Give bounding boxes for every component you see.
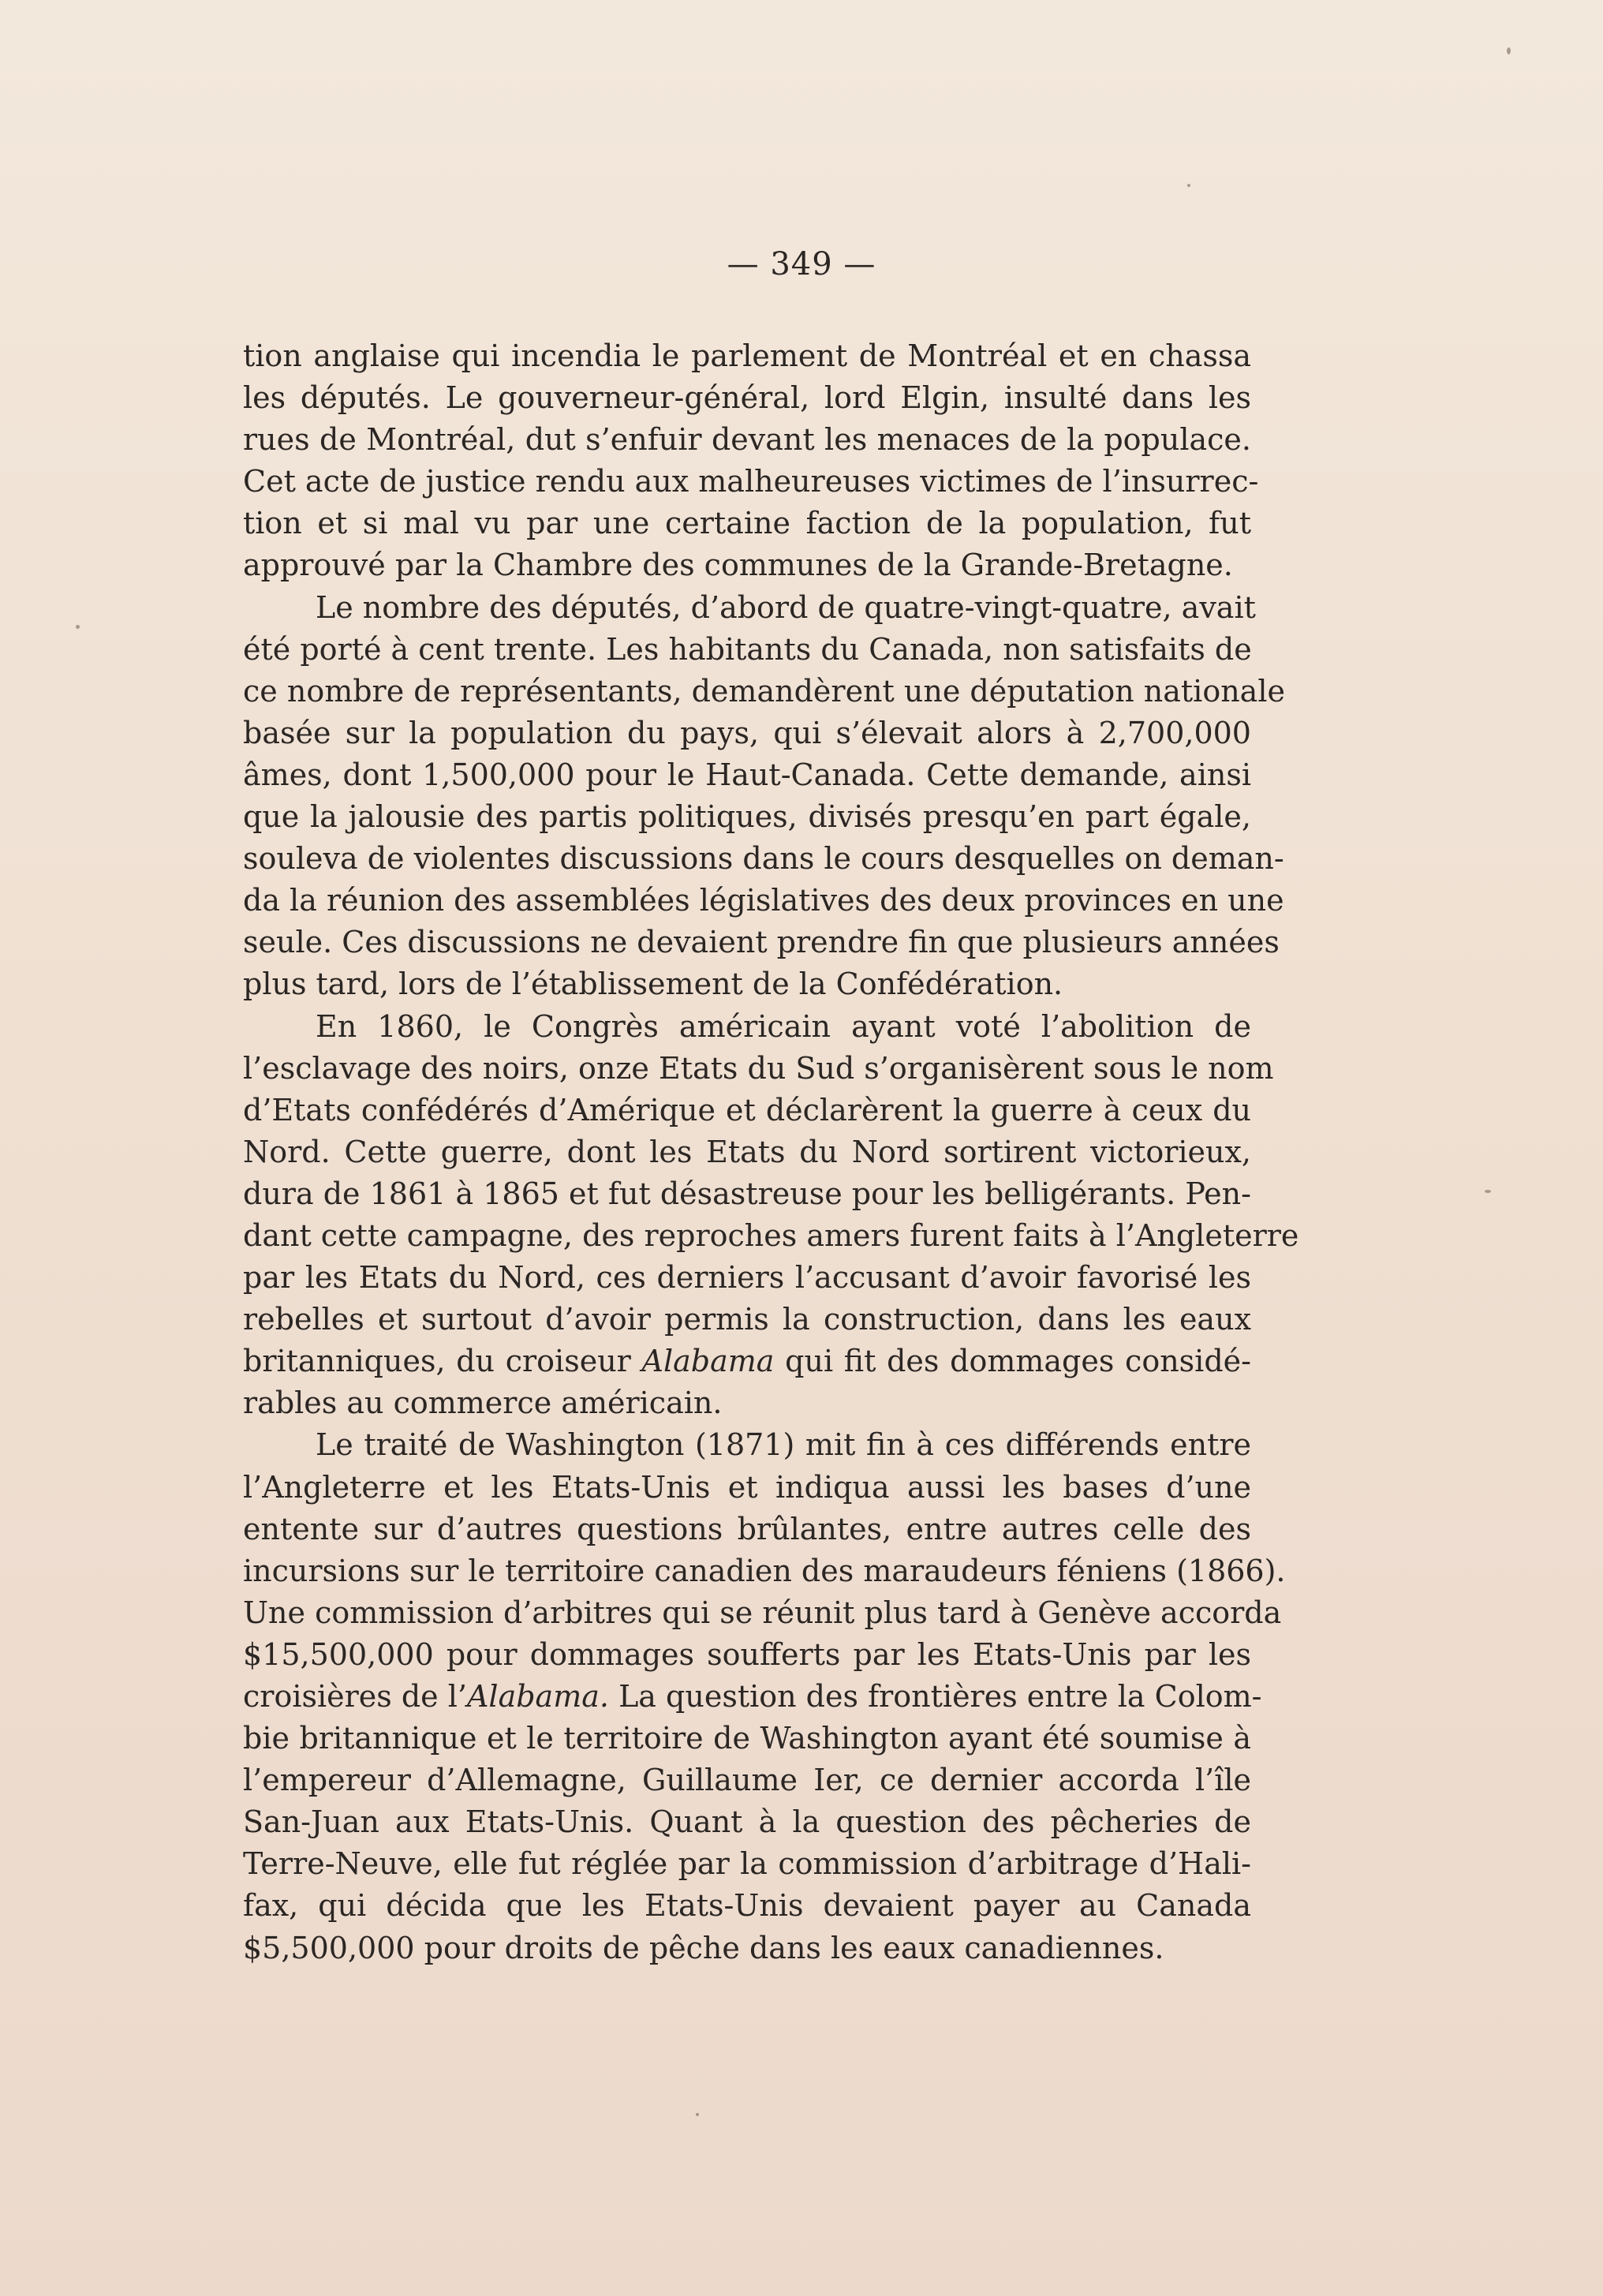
- text-line: l’Angleterre et les Etats-Unis et indiqua aussi les bases d’une: [243, 1469, 1251, 1505]
- paper-speck: [1187, 184, 1190, 187]
- text-line: Une commission d’arbitres qui se réunit plus tard à Genève accorda: [243, 1595, 1282, 1630]
- text-line: tion anglaise qui incendia le parlement de Montréal et en chassa: [243, 338, 1251, 373]
- text-line: Cet acte de justice rendu aux malheureuses victimes de l’insurrec-: [243, 464, 1259, 499]
- text-segment: britanniques, du croiseur: [243, 1344, 642, 1379]
- text-line: fax, qui décida que les Etats-Unis devaient payer au Canada: [243, 1888, 1251, 1924]
- text-line: Terre-Neuve, elle fut réglée par la commission d’arbitrage d’Hali-: [243, 1846, 1251, 1882]
- text-line: dura de 1861 à 1865 et fut désastreuse pour les belligérants. Pen-: [243, 1176, 1251, 1211]
- text-line: plus tard, lors de l’établissement de la Confédération.: [243, 967, 1063, 1002]
- text-line: les députés. Le gouverneur-général, lord Elgin, insulté dans les: [243, 380, 1251, 416]
- text-line: En 1860, le Congrès américain ayant voté l’abolition de: [316, 1008, 1251, 1044]
- text-line: bie britannique et le territoire de Washington ayant été soumise à: [243, 1721, 1251, 1756]
- text-line: basée sur la population du pays, qui s’élevait alors à 2,700,000: [243, 715, 1251, 750]
- text-line: $5,500,000 pour droits de pêche dans les eaux canadiennes.: [243, 1930, 1164, 1965]
- text-line: ce nombre de représentants, demandèrent une députation nationale: [243, 673, 1285, 709]
- text-line: San-Juan aux Etats-Unis. Quant à la question des pêcheries de: [243, 1804, 1251, 1840]
- text-line: souleva de violentes discussions dans le cours desquelles on deman-: [243, 841, 1284, 877]
- text-line: [243, 1341, 1251, 1382]
- text-line: da la réunion des assemblées législatives des deux provinces en une: [243, 883, 1284, 918]
- ship-name-italic: Alabama.: [466, 1679, 609, 1714]
- text-line: approuvé par la Chambre des communes de la Grande-Bretagne.: [243, 548, 1233, 583]
- text-line: été porté à cent trente. Les habitants du Canada, non satisfaits de: [243, 631, 1252, 667]
- paper-speck: [1485, 1190, 1491, 1193]
- text-line: que la jalousie des partis politiques, divisés presqu’en part égale,: [243, 799, 1251, 835]
- paper-speck: [696, 2113, 699, 2116]
- text-line: rables au commerce américain.: [243, 1385, 723, 1421]
- paper-speck: [76, 625, 80, 629]
- text-line: l’esclavage des noirs, onze Etats du Sud s’organisèrent sous le nom: [243, 1050, 1274, 1086]
- text-segment: croisières de l’: [243, 1679, 467, 1714]
- paper-speck: [1507, 47, 1511, 54]
- text-line: Le traité de Washington (1871) mit fin à ces différends entre: [316, 1427, 1251, 1463]
- text-line: entente sur d’autres questions brûlantes, entre autres celle des: [243, 1511, 1251, 1546]
- text-line: âmes, dont 1,500,000 pour le Haut-Canada. Cette demande, ainsi: [243, 757, 1251, 792]
- text-line: tion et si mal vu par une certaine faction de la population, fut: [243, 506, 1251, 541]
- text-line: par les Etats du Nord, ces derniers l’accusant d’avoir favorisé les: [243, 1260, 1251, 1296]
- text-line: rues de Montréal, dut s’enfuir devant les menaces de la populace.: [243, 422, 1251, 458]
- text-line: rebelles et surtout d’avoir permis la construction, dans les eaux: [243, 1302, 1251, 1337]
- text-segment: qui fit des dommages considé-: [774, 1344, 1251, 1379]
- page-number: — 349 —: [727, 246, 876, 282]
- text-line: incursions sur le territoire canadien des maraudeurs féniens (1866).: [243, 1553, 1286, 1588]
- ship-name-italic: Alabama: [641, 1344, 775, 1379]
- text-line: Nord. Cette guerre, dont les Etats du Nord sortirent victorieux,: [243, 1134, 1251, 1169]
- text-line: [243, 1676, 1262, 1718]
- text-line: $15,500,000 pour dommages soufferts par les Etats-Unis par les: [243, 1636, 1251, 1672]
- text-line: l’empereur d’Allemagne, Guillaume Ier, ce dernier accorda l’île: [243, 1763, 1251, 1798]
- body-text: [243, 335, 1299, 1969]
- text-segment: La question des frontières entre la Colom-: [608, 1679, 1262, 1714]
- text-line: Le nombre des députés, d’abord de quatre-vingt-quatre, avait: [316, 589, 1256, 625]
- text-line: d’Etats confédérés d’Amérique et déclarèrent la guerre à ceux du: [243, 1092, 1251, 1127]
- text-line: seule. Ces discussions ne devaient prendre fin que plusieurs années: [243, 925, 1280, 960]
- text-line: dant cette campagne, des reproches amers furent faits à l’Angleterre: [243, 1217, 1299, 1253]
